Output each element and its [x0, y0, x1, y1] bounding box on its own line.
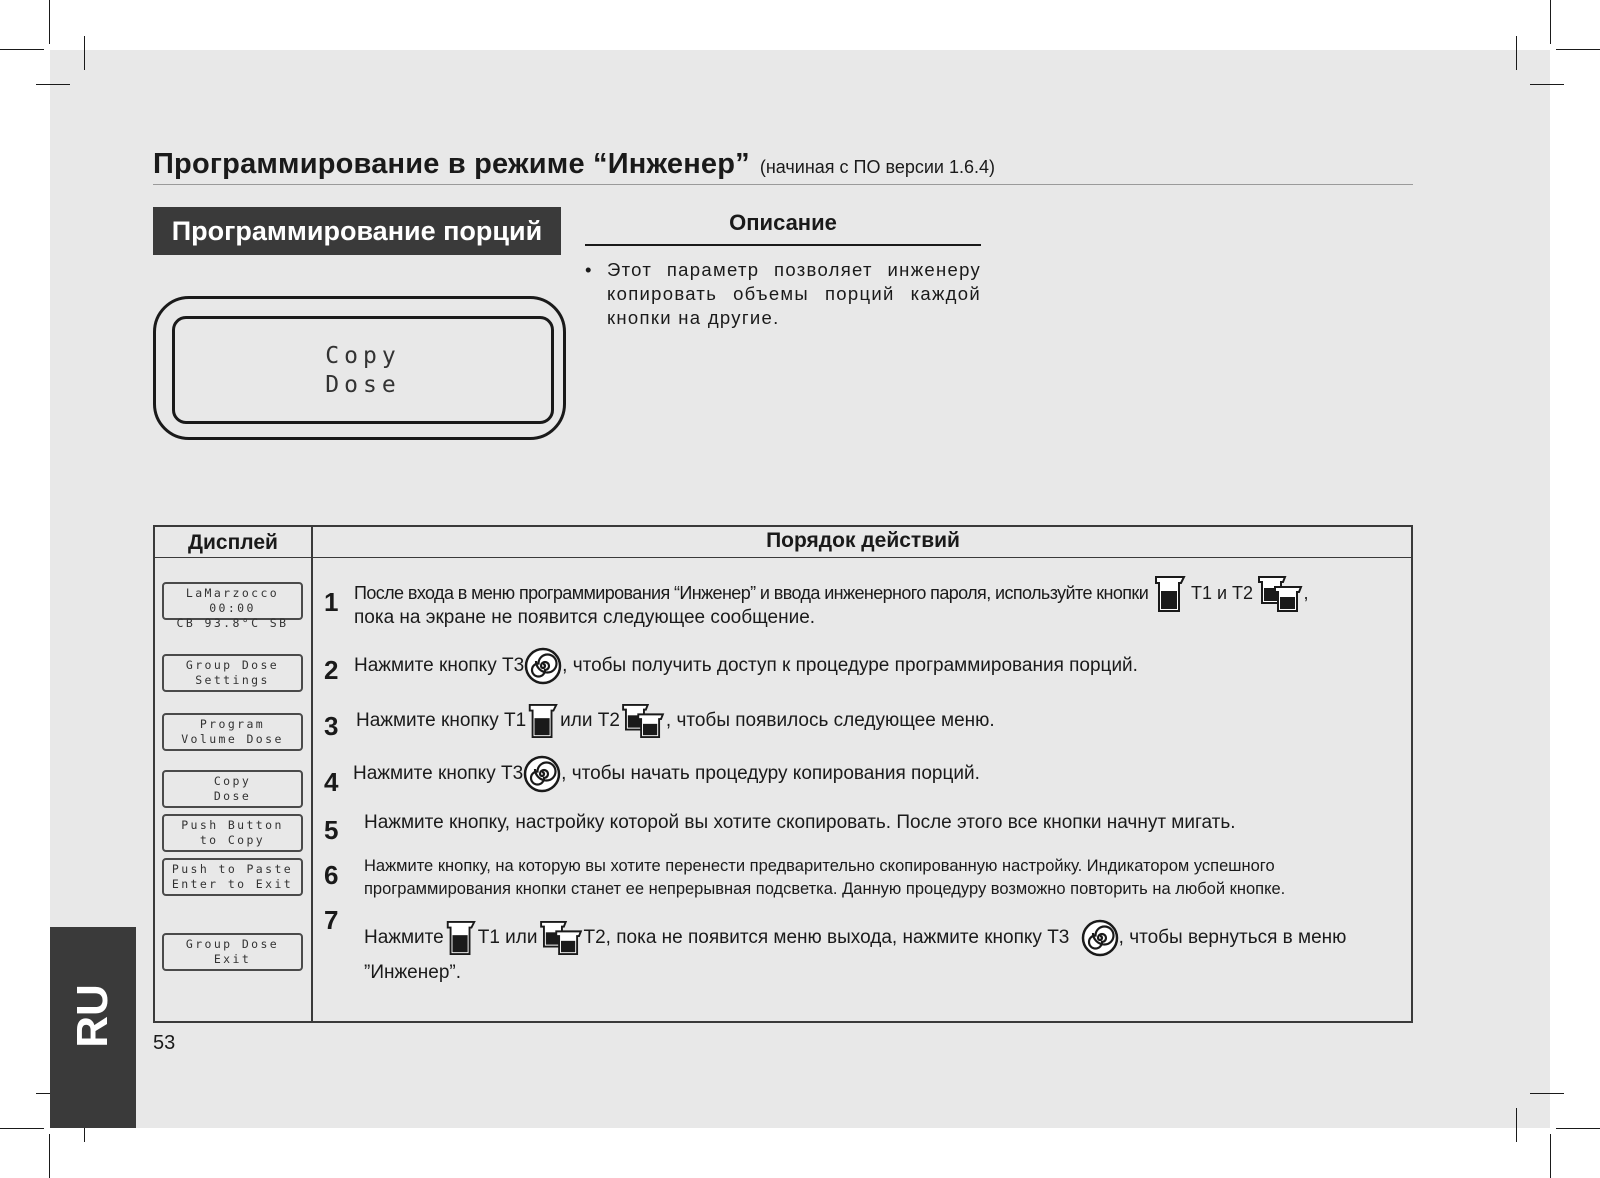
double-cup-icon — [620, 703, 666, 739]
column-header-display: Дисплей — [188, 531, 278, 554]
column-header-steps: Порядок действий — [766, 529, 960, 552]
spiral-t3-icon — [523, 755, 561, 793]
step-text: После входа в меню программирования “Инженер” и ввода инженерного пароля, используйте кнопки T1 и T2 , — [354, 575, 1308, 613]
step-text: Нажмите кнопку T3 , чтобы получить доступ к процедуре программирования порций. — [354, 647, 1138, 685]
page-number: 53 — [153, 1032, 176, 1054]
double-cup-icon — [538, 920, 584, 956]
step-text-continued: программирования кнопки станет ее непрерывная подсветка. Данную процедуру возможно повторить на любой кнопке. — [364, 880, 1286, 898]
step-text-continued: пока на экране не появится следующее сообщение. — [354, 607, 816, 628]
description-text: Этот параметр позволяет инженеру копировать объемы порций каждой кнопки на другие. — [607, 259, 981, 328]
display-screen: LaMarzocco 00:00 CB 93.8°C SB — [162, 582, 303, 620]
step-number: 4 — [324, 767, 339, 797]
procedure-table — [153, 525, 1413, 1023]
section-banner: Программирование порций — [153, 207, 561, 255]
description-heading: Описание — [585, 206, 981, 246]
step-text: Нажмите T1 или T2, пока не появится меню выхода, нажмите кнопку T3 , чтобы вернуться в меню — [364, 919, 1346, 957]
title-main: Программирование в режиме “Инженер” — [153, 148, 750, 180]
step-text: Нажмите кнопку, на которую вы хотите перенести предварительно скопированную настройку. Индикатором успешного — [364, 857, 1275, 875]
step-number: 5 — [324, 815, 339, 845]
lcd-line-1: Copy — [325, 343, 401, 369]
lcd-screen — [172, 316, 554, 424]
bullet: • — [585, 259, 593, 280]
single-cup-icon — [526, 703, 560, 739]
spiral-t3-icon — [524, 647, 562, 685]
display-screen: Group Dose Exit — [162, 933, 303, 971]
display-screen: Group Dose Settings — [162, 654, 303, 692]
display-screen: Program Volume Dose — [162, 713, 303, 751]
single-cup-icon — [1153, 575, 1187, 613]
single-cup-icon — [444, 920, 478, 956]
display-screen: Push Button to Copy — [162, 814, 303, 852]
step-text: Нажмите кнопку, настройку которой вы хотите скопировать. После этого все кнопки начнут мигать. — [364, 812, 1236, 833]
language-label: RU — [68, 984, 117, 1048]
step-number: 7 — [324, 905, 339, 935]
page-title — [153, 148, 1413, 185]
step-number: 2 — [324, 655, 339, 685]
step-number: 3 — [324, 711, 339, 741]
step-text: Нажмите кнопку T3 , чтобы начать процедуру копирования порций. — [353, 755, 980, 793]
display-screen: Push to Paste Enter to Exit — [162, 858, 303, 896]
description-body — [585, 258, 981, 330]
lcd-line-2: Dose — [325, 372, 401, 398]
step-text: Нажмите кнопку T1 или T2 , чтобы появилось следующее меню. — [356, 703, 995, 739]
title-version-note: (начиная с ПО версии 1.6.4) — [759, 157, 996, 177]
step-number: 6 — [324, 860, 339, 890]
double-cup-icon — [1257, 575, 1303, 613]
spiral-t3-icon — [1081, 919, 1119, 957]
display-screen: Copy Dose — [162, 770, 303, 808]
step-number: 1 — [324, 587, 339, 617]
step-text-continued: ”Инженер”. — [364, 962, 461, 983]
